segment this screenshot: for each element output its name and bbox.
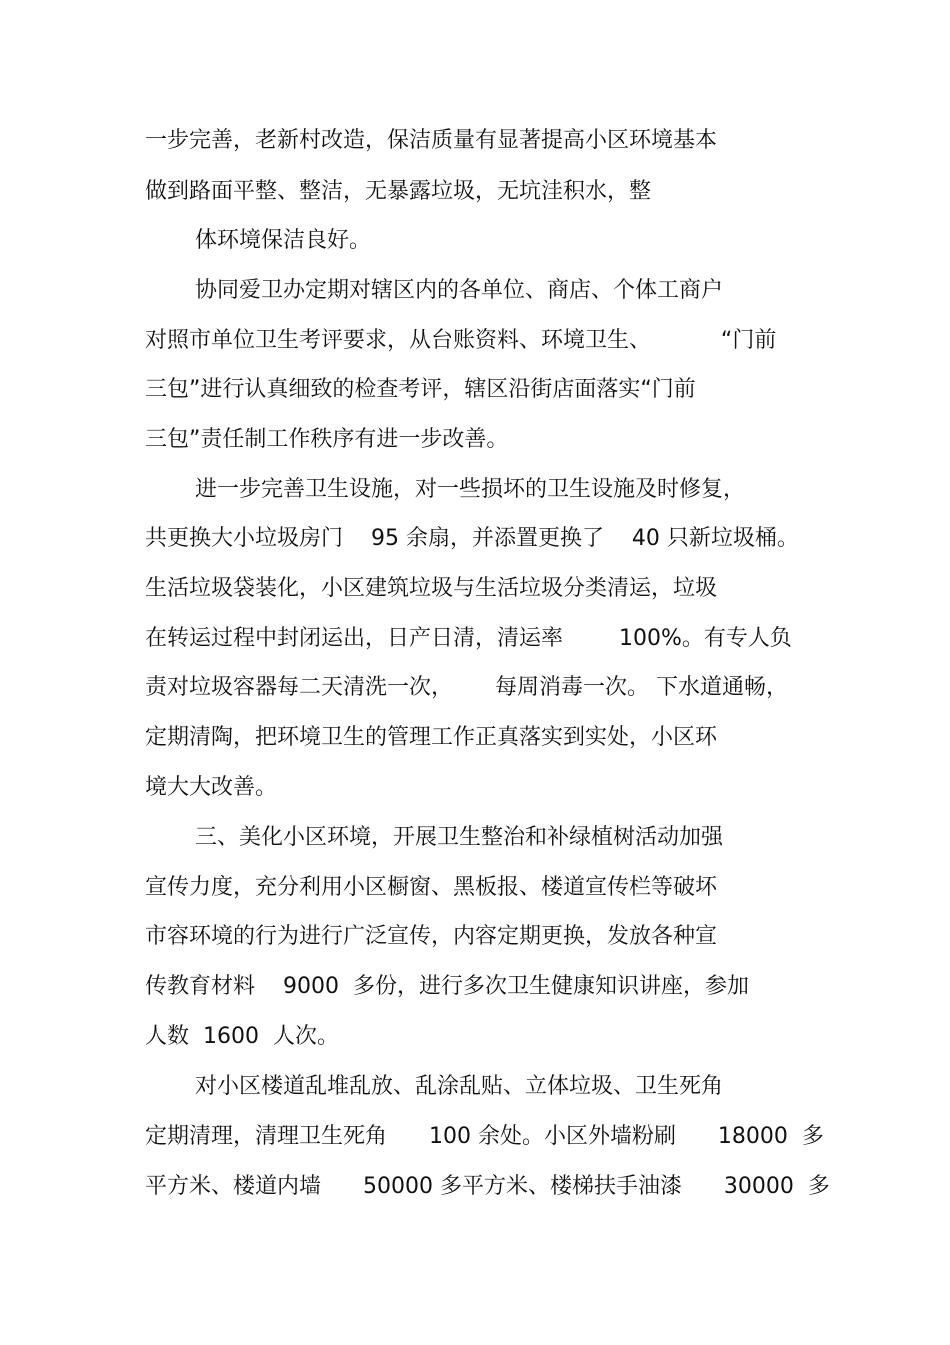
text-line: 做到路面平整、整洁，无暴露垃圾，无坑洼积水，整	[145, 179, 652, 204]
text-line: 三包”进行认真细致的检查考评，辖区沿街店面落实“门前	[145, 377, 696, 402]
text-line: 体环境保洁良好。	[195, 228, 372, 253]
text-line: 宣传力度，充分利用小区橱窗、黑板报、楼道宣传栏等破坏	[145, 875, 718, 900]
text-line: 市容环境的行为进行广泛宣传，内容定期更换，发放各种宣	[145, 924, 718, 949]
text-line: 一步完善，老新村改造，保洁质量有显著提高小区环境基本	[145, 128, 718, 153]
text-line: 境大大改善。	[145, 775, 278, 800]
text-line: 共更换大小垃圾房门 95 余扇，并添置更换了 40 只新垃圾桶。	[145, 526, 799, 551]
text-line: 定期清陶，把环境卫生的管理工作正真落实到实处，小区环	[145, 725, 718, 750]
paragraph-start-line: 协同爱卫办定期对辖区内的各单位、商店、个体工商户	[195, 278, 724, 303]
text-line: 定期清理，清理卫生死角 100 余处。小区外墙粉刷 18000 多	[145, 1124, 824, 1149]
text-line: 平方米、楼道内墙 50000 多平方米、楼梯扶手油漆 30000 多	[145, 1174, 830, 1199]
text-line: 对照市单位卫生考评要求，从台账资料、环境卫生、 “门前	[145, 328, 777, 353]
text-line: 三包”责任制工作秩序有进一步改善。	[145, 427, 509, 452]
text-line: 责对垃圾容器每二天清洗一次， 每周消毒一次。 下水道通畅，	[145, 675, 788, 700]
text-line: 传教育材料 9000 多份，进行多次卫生健康知识讲座，参加	[145, 974, 749, 999]
paragraph-start-line: 对小区楼道乱堆乱放、乱涂乱贴、立体垃圾、卫生死角	[195, 1074, 724, 1099]
text-line: 生活垃圾袋装化，小区建筑垃圾与生活垃圾分类清运，垃圾	[145, 576, 718, 601]
paragraph-start-line: 进一步完善卫生设施，对一些损坏的卫生设施及时修复，	[195, 477, 746, 502]
text-line: 在转运过程中封闭运出，日产日清，清运率 100%。有专人负	[145, 626, 792, 651]
text-line: 人数 1600 人次。	[145, 1024, 339, 1049]
paragraph-start-line: 三、美化小区环境，开展卫生整治和补绿植树活动加强	[195, 825, 724, 850]
